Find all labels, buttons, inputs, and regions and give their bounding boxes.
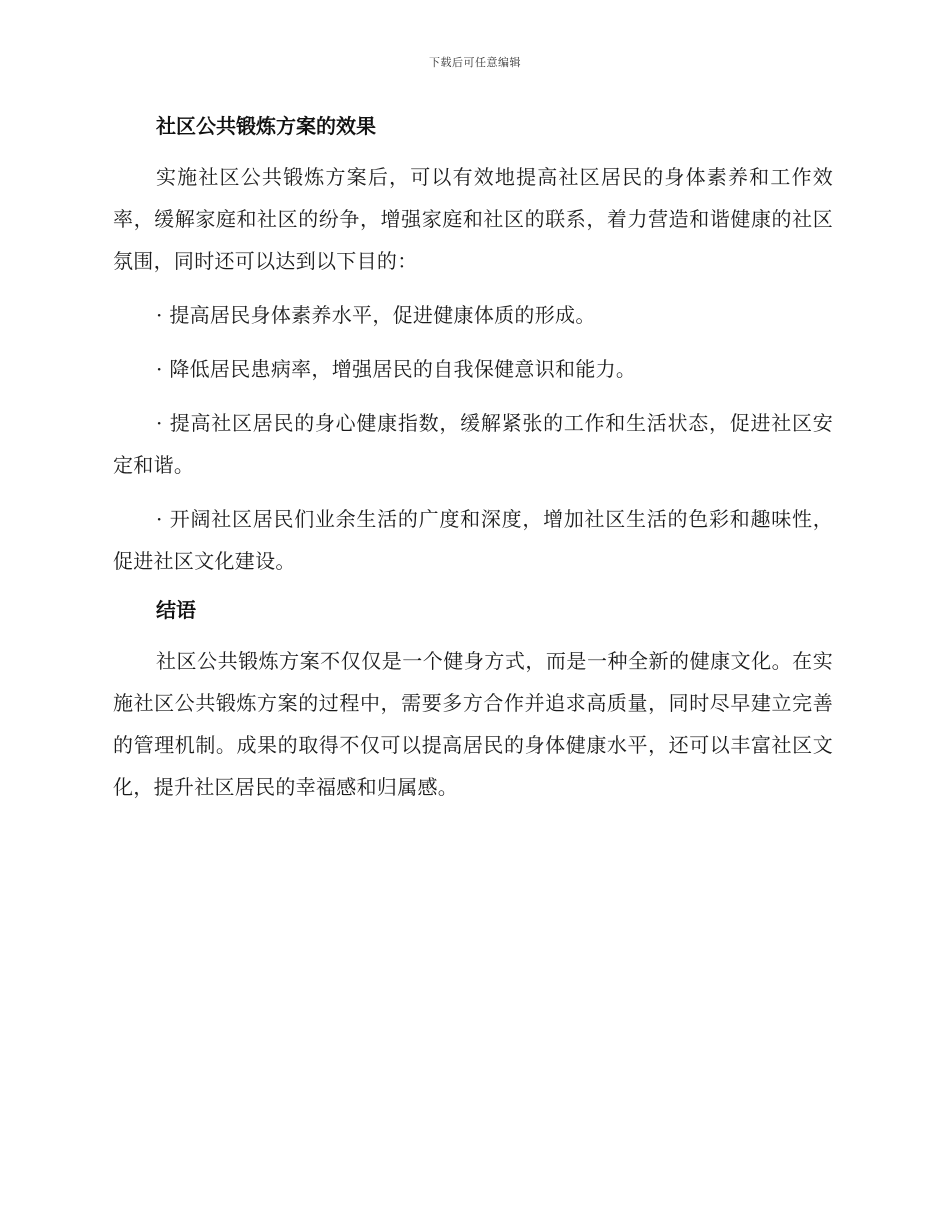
document-body [113,110,833,820]
bullet-item-2: · 降低居民患病率，增强居民的自我保健意识和能力。 [156,357,637,381]
bullet-item-4: · 开阔社区居民们业余生活的广度和深度，增加社区生活的色彩和趣味性，促进社区文化建设。 [113,507,833,573]
section-intro-paragraph: 实施社区公共锻炼方案后，可以有效地提高社区居民的身体素养和工作效率，缓解家庭和社区的纷争，增强家庭和社区的联系，着力营造和谐健康的社区氛围，同时还可以达到以下目的： [113,165,833,273]
bullet-item-1: · 提高居民身体素养水平，促进健康体质的形成。 [156,303,596,327]
bullet-item-3: · 提高社区居民的身心健康指数，缓解紧张的工作和生活状态，促进社区安定和谐。 [113,411,833,477]
conclusion-paragraph: 社区公共锻炼方案不仅仅是一个健身方式，而是一种全新的健康文化。在实施社区公共锻炼方案的过程中，需要多方合作并追求高质量，同时尽早建立完善的管理机制。成果的取得不仅可以提高居民的身体健康水平，还可以丰富社区文化，提升社区居民的幸福感和归属感。 [113,649,833,799]
page-header-note: 下载后可任意编辑 [429,56,521,69]
section-heading-conclusion: 结语 [156,598,196,622]
section-heading-effects: 社区公共锻炼方案的效果 [156,114,376,138]
